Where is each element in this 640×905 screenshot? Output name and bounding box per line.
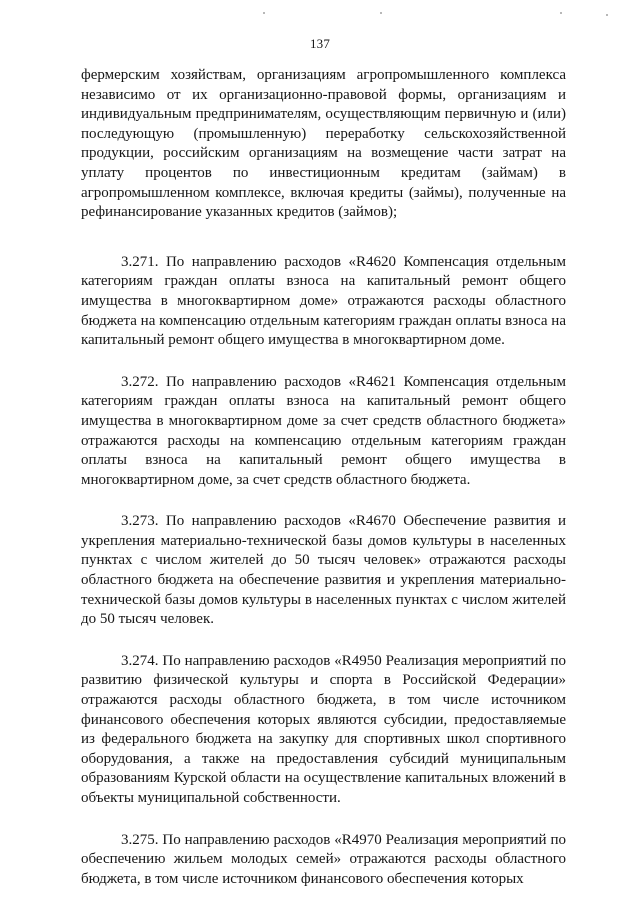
scan-speck (560, 12, 562, 14)
paragraph-3-271: 3.271. По направлению расходов «R4620 Компенсация отдельным категориям граждан оплаты взноса на капитальный ремонт общего имущества в многоквартирном доме» отражаются расходы областного бюджета на компенсацию отдельным категориям граждан оплаты взноса на капитальный ремонт общего имущества в многоквартирном доме. (81, 253, 566, 349)
paragraph-3-273: 3.273. По направлению расходов «R4670 Обеспечение развития и укрепления материально-технической базы домов культуры в населенных пунктах с числом жителей до 50 тысяч человек» отражаются расходы областного бюджета на обеспечение развития и укрепления материально-технической базы домов культуры в населенных пунктах с числом жителей до 50 тысяч человек. (81, 513, 566, 628)
paragraph-3-272: 3.272. По направлению расходов «R4621 Компенсация отдельным категориям граждан оплаты взноса на капитальный ремонт общего имущества в многоквартирном доме за счет средств областного бюджета» отражаются расходы на компенсацию отдельным категориям граждан оплаты взноса на капитальный ремонт общего имущества в многоквартирном доме, за счет средств областного бюджета. (81, 373, 566, 488)
paragraph-3-275: 3.275. По направлению расходов «R4970 Реализация мероприятий по обеспечению жильем молодых семей» отражаются расходы областного бюджета, в том числе источником финансового обеспечения которых (81, 831, 566, 887)
paragraph-3-274: 3.274. По направлению расходов «R4950 Реализация мероприятий по развитию физической культуры и спорта в Российской Федерации» отражаются расходы областного бюджета, в том числе источником финансового обеспечения которых являются субсидии, предоставляемые из федерального бюджета на закупку для спортивных школ спортивного оборудования, а также на предоставления субсидий муниципальным образованиям Курской области на осуществление капитальных вложений в объекты муниципальной собственности. (81, 652, 566, 806)
paragraph-continuation: фермерским хозяйствам, организациям агропромышленного комплекса независимо от их организационно-правовой формы, организациям и индивидуальным предпринимателям, осуществляющим первичную и (или) последующую (промышленную) переработку сельскохозяйственной продукции, российским организациям на возмещение части затрат на уплату процентов по инвестиционным кредитам (займам) в агропромышленном комплексе, включая кредиты (займы), полученные на рефинансирование указанных кредитов (займов); (81, 67, 566, 221)
scan-speck (606, 14, 608, 16)
document-body (81, 66, 566, 889)
page-number: 137 (309, 36, 331, 51)
scan-speck (263, 12, 265, 14)
scan-speck (380, 12, 382, 14)
